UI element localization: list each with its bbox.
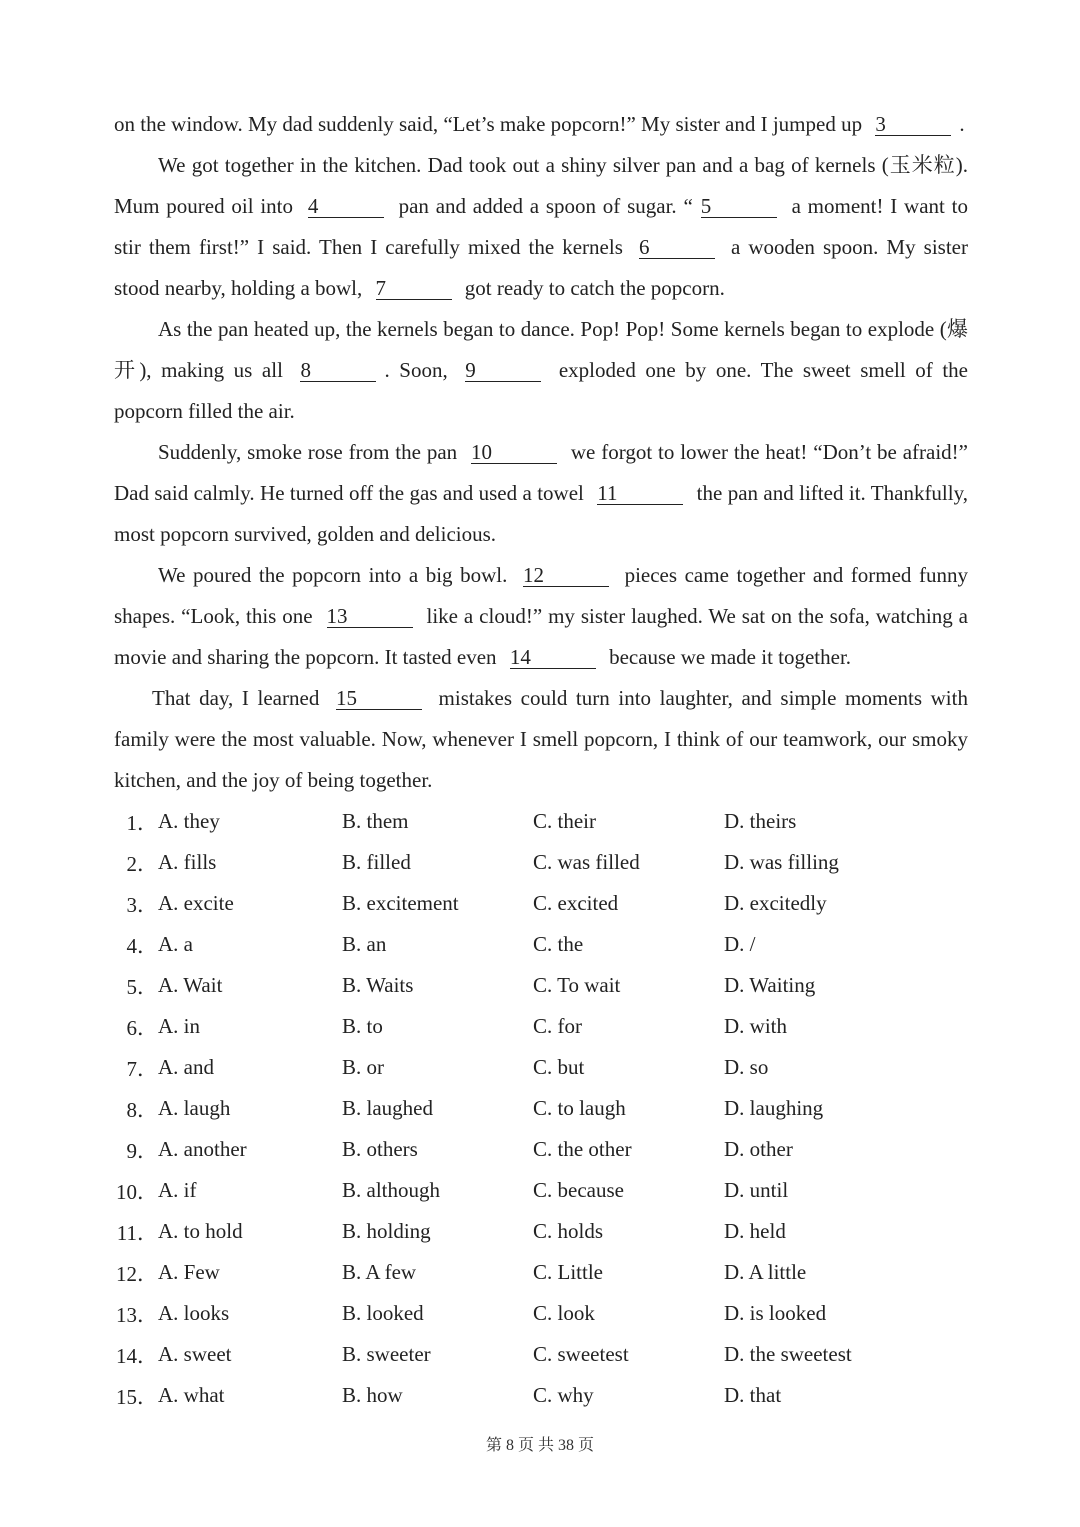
option-d: D. was filling xyxy=(724,850,839,874)
option-c: C. why xyxy=(533,1383,594,1407)
option-b: B. Waits xyxy=(342,973,414,997)
option-a: A. fills xyxy=(158,850,217,874)
blank-9: 9 xyxy=(465,359,541,382)
question-number: 9． xyxy=(126,1138,158,1163)
option-a: A. laugh xyxy=(158,1096,231,1120)
question-number: 10． xyxy=(116,1179,158,1204)
option-a: A. to hold xyxy=(158,1219,243,1243)
option-a: A. they xyxy=(158,809,220,833)
answer-options xyxy=(114,801,968,1416)
cloze-passage xyxy=(114,104,968,801)
passage-paragraph xyxy=(114,145,968,309)
option-c: C. excited xyxy=(533,891,619,915)
option-c: C. the other xyxy=(533,1137,632,1161)
question-number: 11． xyxy=(116,1220,158,1245)
option-c: C. To wait xyxy=(533,973,621,997)
option-a: A. and xyxy=(158,1055,214,1079)
option-b: B. or xyxy=(342,1055,384,1079)
option-row xyxy=(114,1293,968,1334)
option-a: A. in xyxy=(158,1014,200,1038)
passage-paragraph xyxy=(114,678,968,801)
option-c: C. because xyxy=(533,1178,624,1202)
passage-text: we forgot to lower the heat! “Don’t be afraid!” Dad said calmly. He turned off the gas and used a towel xyxy=(114,440,969,505)
option-row xyxy=(114,1088,968,1129)
blank-15: 15 xyxy=(336,687,422,710)
question-number: 3． xyxy=(126,892,158,917)
option-c: C. their xyxy=(533,809,596,833)
passage-text: pan and added a spoon of sugar. “ xyxy=(391,194,693,218)
question-number: 6． xyxy=(126,1015,158,1040)
passage-text: . xyxy=(959,112,965,136)
option-b: B. laughed xyxy=(342,1096,433,1120)
option-b: B. sweeter xyxy=(342,1342,431,1366)
passage-text: exploded one by one. The sweet smell of the popcorn filled the air. xyxy=(114,358,968,423)
option-b: B. others xyxy=(342,1137,418,1161)
option-row xyxy=(114,1006,968,1047)
option-d: D. theirs xyxy=(724,809,797,833)
passage-text: on the window. My dad suddenly said, “Let’s make popcorn!” My sister and I jumped up xyxy=(114,112,868,136)
option-b: B. holding xyxy=(342,1219,431,1243)
passage-text: the pan and lifted it. Thankfully, most popcorn survived, golden and delicious. xyxy=(114,481,968,546)
option-d: D. until xyxy=(724,1178,789,1202)
passage-text: a wooden spoon. My sister stood nearby, holding a bowl, xyxy=(114,235,968,300)
option-a: A. sweet xyxy=(158,1342,232,1366)
option-b: B. looked xyxy=(342,1301,424,1325)
question-number: 5． xyxy=(126,974,158,999)
option-d: D. held xyxy=(724,1219,786,1243)
option-d: D. other xyxy=(724,1137,793,1161)
option-c: C. for xyxy=(533,1014,582,1038)
option-d: D. so xyxy=(724,1055,769,1079)
option-c: C. was filled xyxy=(533,850,640,874)
blank-8: 8 xyxy=(300,359,376,382)
passage-text: Suddenly, smoke rose from the pan xyxy=(158,440,464,464)
option-a: A. a xyxy=(158,932,193,956)
option-a: A. looks xyxy=(158,1301,230,1325)
option-a: A. Few xyxy=(158,1260,220,1284)
question-number: 14． xyxy=(116,1343,158,1368)
option-row xyxy=(114,1129,968,1170)
option-a: A. if xyxy=(158,1178,197,1202)
option-row xyxy=(114,1334,968,1375)
option-b: B. excitement xyxy=(342,891,459,915)
blank-13: 13 xyxy=(327,605,413,628)
option-row xyxy=(114,924,968,965)
passage-text: We poured the popcorn into a big bowl. xyxy=(158,563,515,587)
page-footer: 第 8 页 共 38 页 xyxy=(485,1437,594,1454)
question-number: 4． xyxy=(126,933,158,958)
option-row xyxy=(114,883,968,924)
passage-text: got ready to catch the popcorn. xyxy=(459,276,725,300)
passage-text: like a cloud!” my sister laughed. We sat on the sofa, watching a movie and sharing the popcorn. It tasted even xyxy=(114,604,968,669)
option-d: D. laughing xyxy=(724,1096,824,1120)
option-b: B. although xyxy=(342,1178,440,1202)
option-c: C. the xyxy=(533,932,584,956)
option-row xyxy=(114,1047,968,1088)
option-b: B. A few xyxy=(342,1260,417,1284)
passage-text: mistakes could turn into laughter, and simple moments with family were the most valuable. Now, whenever I smell popcorn, I think of our teamwork, our smoky kitchen, and the joy of being together. xyxy=(114,686,968,792)
option-c: C. holds xyxy=(533,1219,604,1243)
option-d: D. A little xyxy=(724,1260,807,1284)
option-row xyxy=(114,842,968,883)
passage-text: because we made it together. xyxy=(603,645,852,669)
question-number: 2． xyxy=(126,851,158,876)
question-number: 15． xyxy=(116,1384,158,1409)
passage-paragraph xyxy=(114,309,968,432)
passage-paragraph xyxy=(114,432,968,555)
blank-3: 3 xyxy=(875,113,951,136)
passage-text: We got together in the kitchen. Dad took out a shiny silver pan and a bag of kernels (玉米粒). Mum poured oil into xyxy=(114,153,968,218)
option-a: A. excite xyxy=(158,891,234,915)
option-b: B. how xyxy=(342,1383,403,1407)
blank-6: 6 xyxy=(639,236,715,259)
option-row xyxy=(114,801,968,842)
passage-paragraph xyxy=(114,104,968,145)
option-d: D. Waiting xyxy=(724,973,816,997)
option-b: B. them xyxy=(342,809,409,833)
passage-text: a moment! I want to stir them first!” I said. Then I carefully mixed the kernels xyxy=(114,194,968,259)
option-d: D. with xyxy=(724,1014,787,1038)
passage-paragraph xyxy=(114,555,968,678)
option-b: B. filled xyxy=(342,850,411,874)
option-row xyxy=(114,965,968,1006)
question-number: 13． xyxy=(116,1302,158,1327)
passage-text: That day, I learned xyxy=(152,686,328,710)
question-number: 12． xyxy=(116,1261,158,1286)
option-d: D. the sweetest xyxy=(724,1342,852,1366)
option-d: D. is looked xyxy=(724,1301,827,1325)
option-row xyxy=(114,1252,968,1293)
option-d: D. excitedly xyxy=(724,891,827,915)
blank-7: 7 xyxy=(376,277,452,300)
option-row xyxy=(114,1211,968,1252)
blank-10: 10 xyxy=(471,441,557,464)
question-number: 8． xyxy=(126,1097,158,1122)
passage-text: . Soon, xyxy=(384,358,458,382)
passage-text: pieces came together and formed funny shapes. “Look, this one xyxy=(114,563,968,628)
option-row xyxy=(114,1170,968,1211)
option-b: B. to xyxy=(342,1014,383,1038)
option-c: C. Little xyxy=(533,1260,603,1284)
option-c: C. look xyxy=(533,1301,595,1325)
blank-11: 11 xyxy=(597,482,683,505)
option-a: A. another xyxy=(158,1137,247,1161)
option-a: A. what xyxy=(158,1383,225,1407)
document-page xyxy=(114,104,968,1416)
option-row xyxy=(114,1375,968,1416)
option-b: B. an xyxy=(342,932,387,956)
blank-14: 14 xyxy=(510,646,596,669)
option-c: C. but xyxy=(533,1055,585,1079)
question-number: 7． xyxy=(126,1056,158,1081)
blank-12: 12 xyxy=(523,564,609,587)
passage-text: As the pan heated up, the kernels began to dance. Pop! Pop! Some kernels began to explode (爆开), making us all xyxy=(114,317,968,382)
option-c: C. sweetest xyxy=(533,1342,629,1366)
question-number: 1． xyxy=(126,810,158,835)
blank-4: 4 xyxy=(308,195,384,218)
option-d: D. / xyxy=(724,932,756,956)
blank-5: 5 xyxy=(701,195,777,218)
option-c: C. to laugh xyxy=(533,1096,626,1120)
option-d: D. that xyxy=(724,1383,782,1407)
option-a: A. Wait xyxy=(158,973,223,997)
